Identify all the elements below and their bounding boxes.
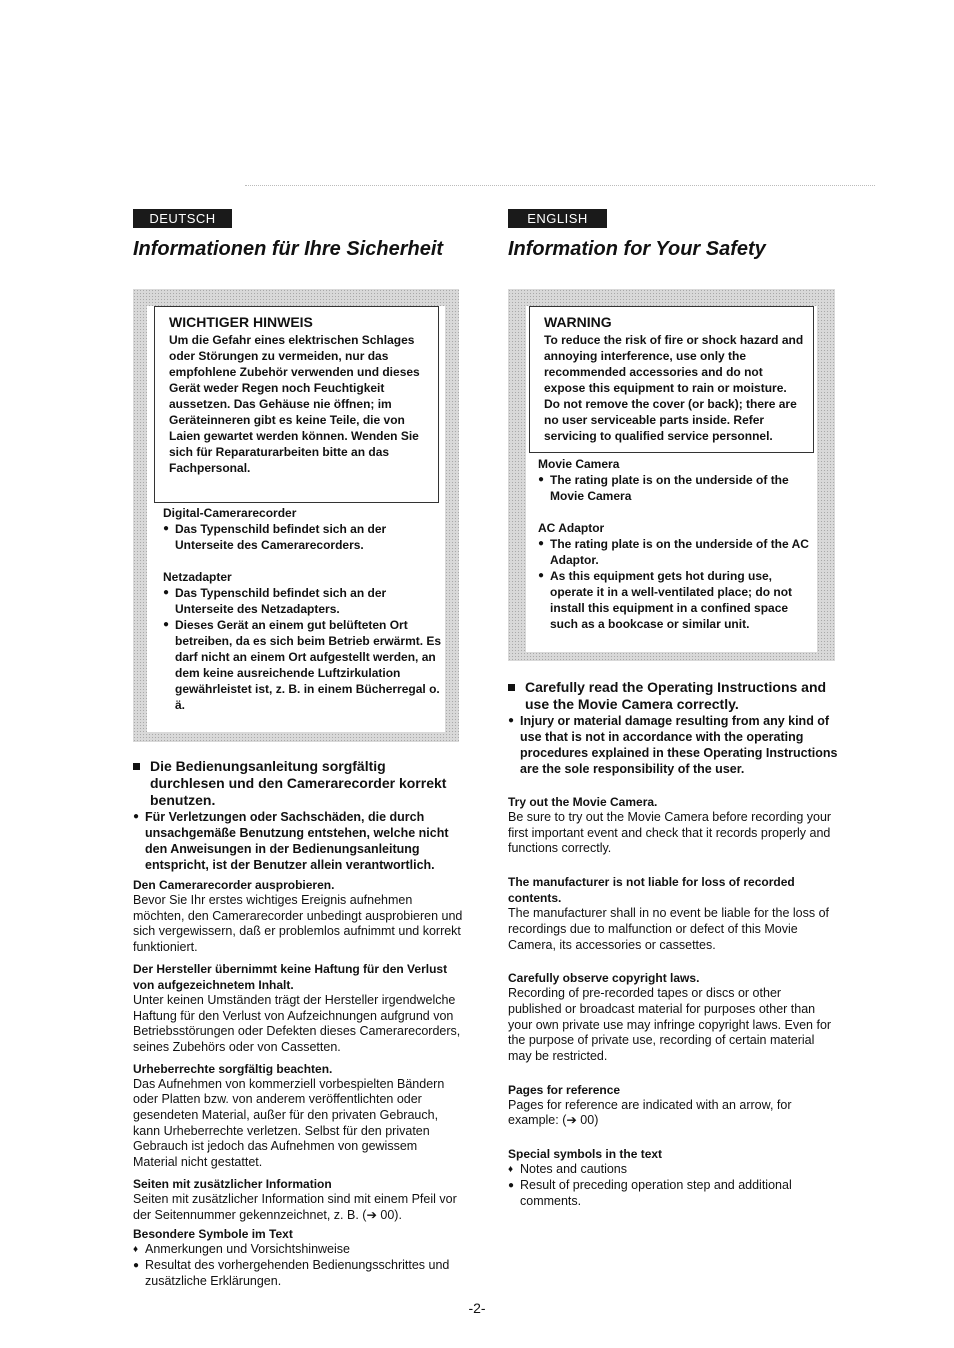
language-tag-english: ENGLISH xyxy=(508,209,607,228)
device-notes-en xyxy=(538,456,810,632)
body-text-de xyxy=(133,758,463,1289)
sub-paragraph: Be sure to try out the Movie Camera before recording your first important event and check that it records properly and functions correctly. xyxy=(508,810,832,856)
page-number: -2- xyxy=(468,1300,486,1316)
list-item: ♦ Notes and cautions xyxy=(508,1162,838,1178)
warning-box-en xyxy=(529,306,814,453)
page-title-en: Information for Your Safety xyxy=(508,238,766,260)
list-item: ♦ Anmerkungen und Vorsichtshinweise xyxy=(133,1242,463,1258)
warning-heading-en: WARNING xyxy=(544,314,612,330)
sub-heading: Den Camerarecorder ausprobieren. xyxy=(133,878,335,892)
device2-heading-en: AC Adaptor xyxy=(538,521,605,535)
sub-section-en xyxy=(508,874,838,953)
page-title-de: Informationen für Ihre Sicherheit xyxy=(133,238,444,260)
sub-heading: Der Hersteller übernimmt keine Haftung für den Verlust von aufgezeichnetem Inhalt. xyxy=(133,961,448,992)
list-item: ● Für Verletzungen oder Sachschäden, die durch unsachgemäße Benutzung entstehen, welche nicht den Anweisungen in der Bedienungsanleitung entspricht, ist der Benutzer allein verantwortlich. xyxy=(133,809,463,873)
list-item: ● Dieses Gerät an einem gut belüfteten Ort betreiben, da es sich beim Betrieb erwärmt. Es darf nicht an einem Ort aufgestellt werden, an dem keine ausreichende Luftzirkulation gewährleistet ist, z. B. in einem Bücherregal o. ä. xyxy=(163,617,443,713)
list-item: ● Das Typenschild befindet sich an der Unterseite des Netzadapters. xyxy=(163,585,443,617)
sub-paragraph: Pages for reference are indicated with an arrow, for example: (➔ 00) xyxy=(508,1097,792,1128)
sub-section-en xyxy=(508,1082,838,1129)
section-heading-de: Die Bedienungsanleitung sorgfältig durchlesen und den Camerarecorder korrekt benutzen. xyxy=(133,758,463,809)
sub-heading: Try out the Movie Camera. xyxy=(508,795,658,809)
top-dotted-rule xyxy=(245,185,875,186)
symbols-section-de xyxy=(133,1226,463,1289)
list-item: ● The rating plate is on the underside of the Movie Camera xyxy=(538,472,810,504)
sub-paragraph: The manufacturer shall in no event be liable for the loss of recordings due to malfunction or defect of this Movie Camera, its accessories or cassettes. xyxy=(508,906,830,952)
sub-paragraph: Unter keinen Umständen trägt der Hersteller irgendwelche Haftung für den Verlust von Aufzeichnungen aufgrund von Betriebsstörungen oder Defekten dieses Camerarecorders, seines Zubehörs oder von Cassetten. xyxy=(133,992,461,1054)
warning-box-de xyxy=(154,306,439,503)
body-text-en xyxy=(508,679,838,1209)
sub-paragraph: Recording of pre-recorded tapes or discs or other published or broadcast material for purposes other than your own private use may infringe copyright laws. Even for the purpose of private use, recording of certain material may be restricted. xyxy=(508,986,832,1064)
sub-paragraph: Bevor Sie Ihr erstes wichtiges Ereignis aufnehmen möchten, den Camerarecorder unbedingt ausprobieren und sich vergewissern, daß er problemlos aufnimmt und korrekt funktioniert. xyxy=(133,893,463,955)
warning-text-de: Um die Gefahr eines elektrischen Schlages oder Störungen zu vermeiden, nur das empfohlene Zubehör verwenden und dieses Gerät weder Regen noch Feuchtigkeit aussetzen. Das Gehäuse nie öffnen; im Geräteinneren gibt es keine Teile, die von Laien gewartet werden können. Wenden Sie sich für Reparaturarbeiten bitte an das Fachpersonal. xyxy=(169,333,420,475)
list-item: ● As this equipment gets hot during use, operate it in a well-ventilated place; do not install this equipment in a confined space such as a bookcase or similar unit. xyxy=(538,568,810,632)
list-item: ● Injury or material damage resulting from any kind of use that is not in accordance with the operating procedures explained in these Operating Instructions are the sole responsibility of the user. xyxy=(508,713,838,777)
sub-heading: Urheberrechte sorgfältig beachten. xyxy=(133,1061,333,1076)
sub-heading: Seiten mit zusätzlicher Information xyxy=(133,1176,332,1191)
sub-heading: The manufacturer is not liable for loss of recorded contents. xyxy=(508,875,795,906)
sub-section-de xyxy=(133,877,463,956)
warning-heading-de: WICHTIGER HINWEIS xyxy=(169,314,313,330)
sub-section-de xyxy=(133,1176,463,1223)
sub-heading: Special symbols in the text xyxy=(508,1147,663,1162)
device1-heading-de: Digital-Camerarecorder xyxy=(163,506,297,520)
warning-text-en: To reduce the risk of fire or shock hazard and annoying interference, use only the recommended accessories and do not expose this equipment to rain or moisture. Do not remove the cover (or back); there are no user serviceable parts inside. Refer servicing to qualified service personnel. xyxy=(544,333,804,443)
sub-heading: Carefully observe copyright laws. xyxy=(508,971,700,986)
list-item: ● Das Typenschild befindet sich an der Unterseite des Camerarecorders. xyxy=(163,521,443,553)
sub-heading: Pages for reference xyxy=(508,1082,621,1097)
list-item: ● The rating plate is on the underside of the AC Adaptor. xyxy=(538,536,810,568)
section-heading-en: Carefully read the Operating Instructions and use the Movie Camera correctly. xyxy=(508,679,838,713)
list-item: ● Result of preceding operation step and additional comments. xyxy=(508,1178,838,1209)
device1-heading-en: Movie Camera xyxy=(538,457,620,471)
language-tag-deutsch: DEUTSCH xyxy=(133,209,232,228)
sub-section-de xyxy=(133,961,463,1056)
sub-section-en xyxy=(508,970,838,1065)
sub-paragraph: Seiten mit zusätzlicher Information sind mit einem Pfeil vor der Seitennummer gekennzeichnet, z. B. (➔ 00). xyxy=(133,1191,457,1222)
symbols-section-en xyxy=(508,1146,838,1209)
list-item: ● Resultat des vorhergehenden Bedienungsschrittes und zusätzliche Erklärungen. xyxy=(133,1258,463,1289)
sub-heading: Besondere Symbole im Text xyxy=(133,1227,293,1242)
sub-paragraph: Das Aufnehmen von kommerziell vorbespielten Bändern oder Platten bzw. von anderem veröffentlichten oder gesendeten Material, außer für den privaten Gebrauch, kann Urheberrechte verletzen. Selbst für den privaten Gebrauch ist jedoch das Aufnehmen von gewissem Material nicht gestattet. xyxy=(133,1076,445,1170)
device-notes-de xyxy=(163,505,443,713)
device2-heading-de: Netzadapter xyxy=(163,570,232,584)
sub-section-en xyxy=(508,794,838,857)
sub-section-de xyxy=(133,1061,463,1171)
